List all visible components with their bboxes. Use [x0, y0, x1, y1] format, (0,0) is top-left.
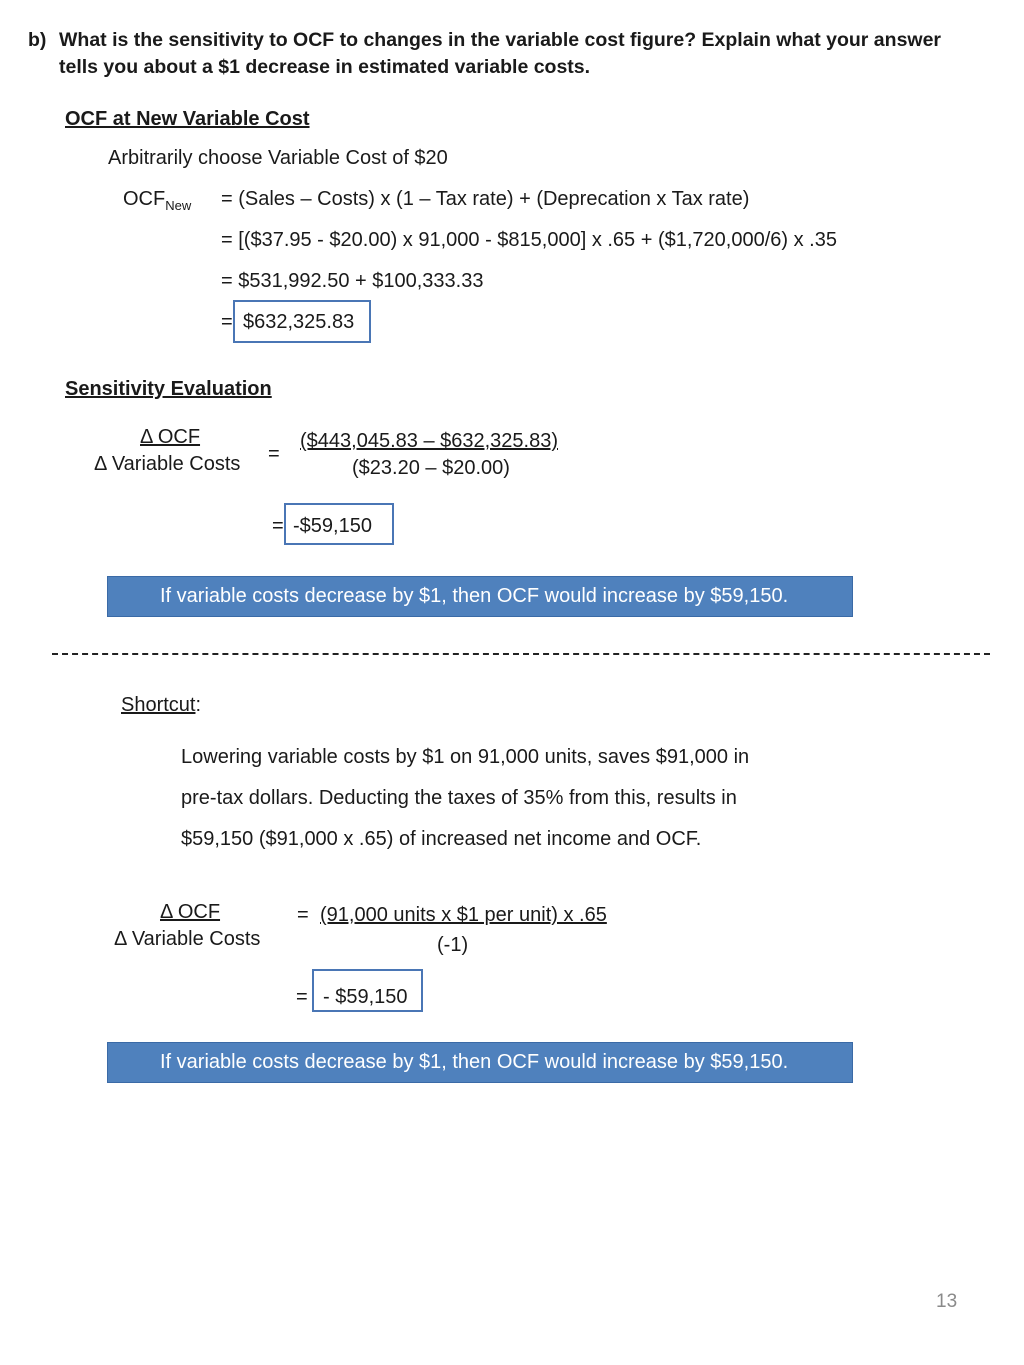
dashed-divider: [52, 653, 990, 655]
shortcut-paragraph-line-3: $59,150 ($91,000 x .65) of increased net income and OCF.: [181, 828, 702, 850]
new-vc-choice: Arbitrarily choose Variable Cost of $20: [108, 147, 448, 169]
shortcut-equals: =: [297, 904, 309, 926]
delta-variable-costs-label: Δ Variable Costs: [94, 453, 241, 475]
delta-ocf-label: Δ OCF: [140, 426, 201, 448]
sensitivity-numerator: ($443,045.83 – $632,325.83): [300, 430, 558, 452]
sensitivity-denominator: ($23.20 – $20.00): [352, 457, 510, 479]
shortcut-colon: :: [195, 694, 202, 716]
shortcut-label: [121, 694, 201, 717]
sensitivity-conclusion-banner: If variable costs decrease by $1, then OCF would increase by $59,150.: [107, 576, 853, 617]
sensitivity-equals: =: [268, 443, 280, 465]
shortcut-conclusion-banner: If variable costs decrease by $1, then OCF would increase by $59,150.: [107, 1042, 853, 1083]
ocf-result-value: $632,325.83: [243, 311, 355, 333]
ocf-step-1: = [($37.95 - $20.00) x 91,000 - $815,000] x .65 + ($1,720,000/6) x .35: [221, 229, 837, 251]
shortcut-result-equals: =: [296, 986, 308, 1008]
shortcut-numerator: (91,000 units x $1 per unit) x .65: [320, 904, 607, 926]
shortcut-paragraph-line-2: pre-tax dollars. Deducting the taxes of 35% from this, results in: [181, 787, 737, 809]
shortcut-denominator: (-1): [437, 934, 469, 956]
shortcut-paragraph-line-1: Lowering variable costs by $1 on 91,000 units, saves $91,000 in: [181, 746, 750, 768]
sensitivity-result-value: -$59,150: [293, 515, 372, 537]
ocf-formula: = (Sales – Costs) x (1 – Tax rate) + (Deprecation x Tax rate): [221, 188, 750, 210]
sensitivity-heading: Sensitivity Evaluation: [65, 378, 272, 400]
ocf-step-2: = $531,992.50 + $100,333.33: [221, 270, 484, 292]
shortcut-delta-ocf-label: Δ OCF: [160, 901, 221, 923]
shortcut-delta-vc-label: Δ Variable Costs: [114, 928, 261, 950]
question-prefix: b): [28, 29, 47, 51]
new-vc-heading: OCF at New Variable Cost: [65, 108, 310, 130]
ocf-result-equals: =: [221, 311, 233, 333]
ocf-new-label: [123, 188, 191, 213]
page-number: 13: [936, 1291, 958, 1312]
question-line-1: What is the sensitivity to OCF to changes in the variable cost figure? Explain what your answer: [59, 29, 942, 51]
shortcut-label-text: Shortcut: [121, 694, 196, 716]
ocf-label-subscript: New: [165, 198, 192, 213]
shortcut-result-value: - $59,150: [323, 986, 408, 1008]
ocf-label-text: OCF: [123, 188, 166, 210]
sensitivity-result-equals: =: [272, 515, 284, 537]
question-line-2: tells you about a $1 decrease in estimated variable costs.: [59, 56, 591, 78]
